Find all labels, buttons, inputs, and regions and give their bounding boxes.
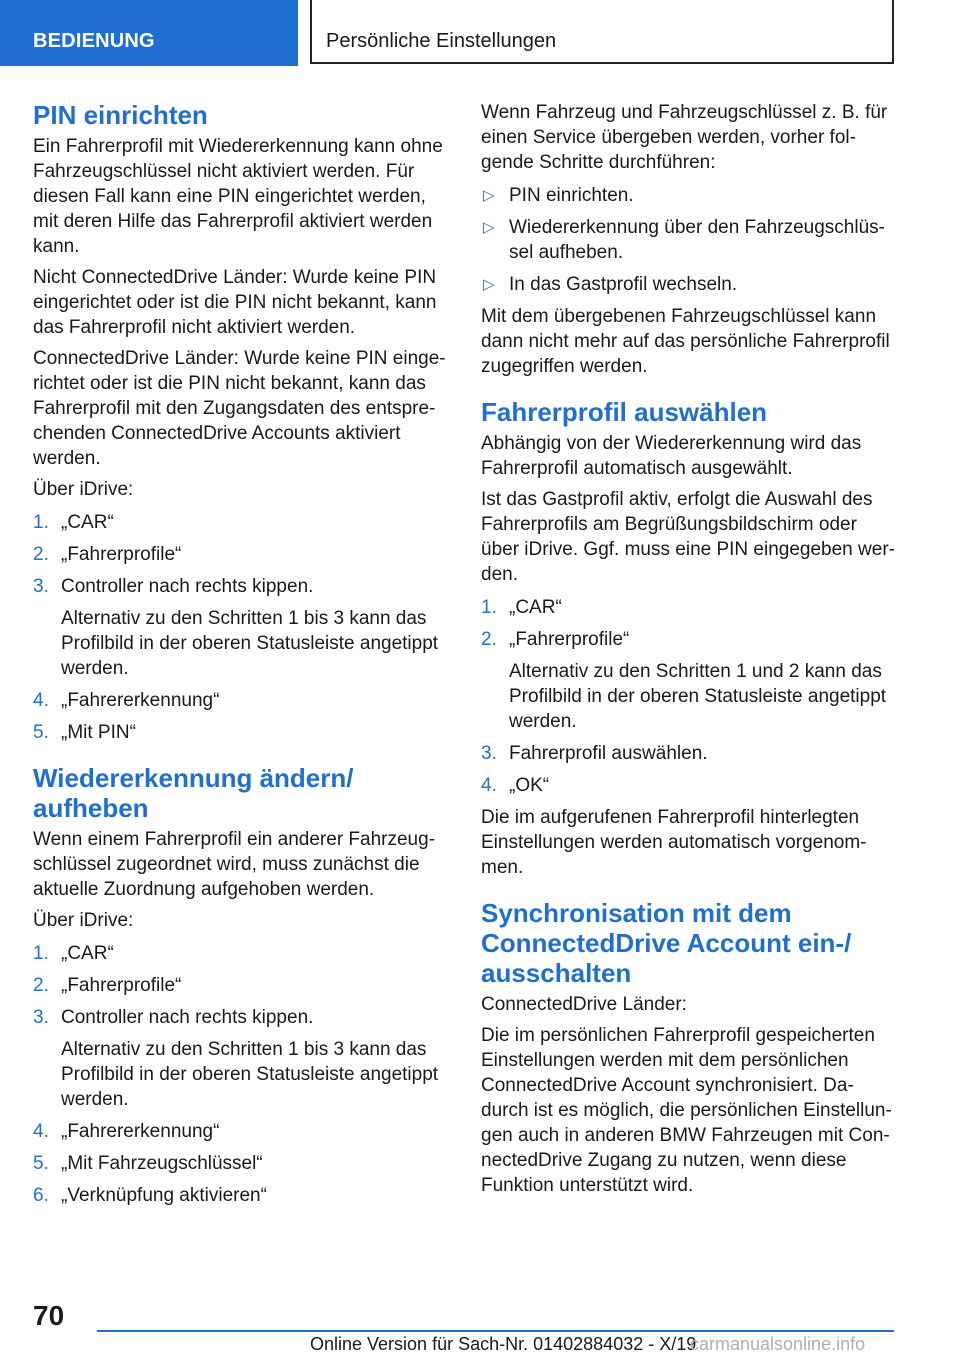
step-number: 1. bbox=[481, 597, 497, 618]
list-item bbox=[33, 1119, 451, 1144]
list-item bbox=[481, 741, 899, 766]
paragraph: Wenn einem Fahrerprofil ein anderer Fahrzeug-schlüssel zugeordnet wird, muss zunächst die aktuelle Zuordnung aufgehoben werden. bbox=[33, 829, 436, 900]
step-text: „CAR“ bbox=[61, 943, 114, 964]
page-header bbox=[0, 0, 960, 66]
bullet-text: PIN einrichten. bbox=[509, 185, 634, 206]
list-item bbox=[33, 510, 451, 535]
bullet-list bbox=[481, 183, 899, 297]
step-note: Alternativ zu den Schritten 1 bis 3 kann das Profilbild in der oberen Statusleiste angetippt werden. bbox=[61, 608, 439, 679]
list-item bbox=[481, 627, 899, 734]
step-number: 4. bbox=[481, 775, 497, 796]
paragraph: Die im aufgerufenen Fahrerprofil hinterlegten Einstellungen werden automatisch vorgenom-men. bbox=[481, 807, 867, 878]
paragraph: Über iDrive: bbox=[33, 910, 134, 931]
step-text: „Fahrerprofile“ bbox=[509, 629, 630, 650]
step-list-pin bbox=[33, 510, 451, 745]
paragraph: Mit dem übergebenen Fahrzeugschlüssel kann dann nicht mehr auf das persönliche Fahrerprofil zugegriffen werden. bbox=[481, 306, 890, 377]
triangle-bullet-icon: ▷ bbox=[483, 187, 495, 204]
step-text: „Verknüpfung aktivieren“ bbox=[61, 1185, 267, 1206]
step-text: „CAR“ bbox=[61, 512, 114, 533]
paragraph: Abhängig von der Wiedererkennung wird das Fahrerprofil automatisch ausgewählt. bbox=[481, 433, 862, 479]
heading-fahrerprofil-auswaehlen: Fahrerprofil auswählen bbox=[481, 397, 768, 427]
step-number: 4. bbox=[33, 690, 49, 711]
paragraph: Ist das Gastprofil aktiv, erfolgt die Auswahl des Fahrerprofils am Begrüßungsbildschirm oder über iDrive. Ggf. muss eine PIN eingegeben wer-den. bbox=[481, 489, 895, 585]
step-number: 3. bbox=[33, 1007, 49, 1028]
step-number: 6. bbox=[33, 1185, 49, 1206]
footer-divider bbox=[97, 1330, 894, 1332]
chapter-title: Persönliche Einstellungen bbox=[310, 0, 894, 64]
list-item bbox=[33, 973, 451, 998]
list-item bbox=[481, 272, 899, 297]
step-list-wiedererkennung bbox=[33, 941, 451, 1208]
heading-synchronisation: Synchronisation mit dem ConnectedDrive Account ein-/ ausschalten bbox=[481, 898, 852, 988]
list-item bbox=[33, 574, 451, 681]
step-text: „Fahrerprofile“ bbox=[61, 544, 182, 565]
list-item bbox=[481, 215, 899, 265]
bullet-text: Wiedererkennung über den Fahrzeugschlüs-sel aufheben. bbox=[509, 217, 885, 263]
step-number: 5. bbox=[33, 1153, 49, 1174]
paragraph: ConnectedDrive Länder: bbox=[481, 994, 687, 1015]
step-text: „Mit Fahrzeugschlüssel“ bbox=[61, 1153, 263, 1174]
list-item bbox=[33, 1183, 451, 1208]
paragraph: Nicht ConnectedDrive Länder: Wurde keine PIN eingerichtet oder ist die PIN nicht bekannt, kann das Fahrerprofil nicht aktiviert werden. bbox=[33, 267, 437, 338]
step-number: 4. bbox=[33, 1121, 49, 1142]
paragraph: ConnectedDrive Länder: Wurde keine PIN einge-richtet oder ist die PIN nicht bekannt, kann das Fahrerprofil mit den Zugangsdaten des entspre-chenden ConnectedDrive Accounts aktiviert werden. bbox=[33, 348, 446, 469]
paragraph: Wenn Fahrzeug und Fahrzeugschlüssel z. B. für einen Service übergeben werden, vorher fol-gende Schritte durchführen: bbox=[481, 102, 888, 173]
step-number: 1. bbox=[33, 512, 49, 533]
step-number: 1. bbox=[33, 943, 49, 964]
step-text: Controller nach rechts kippen. bbox=[61, 1007, 314, 1028]
step-text: „Fahrererkennung“ bbox=[61, 1121, 220, 1142]
list-item bbox=[33, 1151, 451, 1176]
step-list-auswahl bbox=[481, 595, 899, 798]
section-label: BEDIENUNG bbox=[0, 0, 298, 66]
step-number: 2. bbox=[33, 544, 49, 565]
list-item bbox=[33, 542, 451, 567]
step-text: „OK“ bbox=[509, 775, 550, 796]
paragraph: Über iDrive: bbox=[33, 479, 134, 500]
heading-wiedererkennung: Wiedererkennung ändern/ aufheben bbox=[33, 763, 354, 823]
step-text: Controller nach rechts kippen. bbox=[61, 576, 314, 597]
triangle-bullet-icon: ▷ bbox=[483, 219, 495, 236]
step-number: 2. bbox=[481, 629, 497, 650]
step-number: 3. bbox=[33, 576, 49, 597]
right-column bbox=[481, 100, 899, 1204]
list-item bbox=[33, 1005, 451, 1112]
step-note: Alternativ zu den Schritten 1 und 2 kann das Profilbild in der oberen Statusleiste angetippt werden. bbox=[509, 661, 887, 732]
list-item bbox=[481, 773, 899, 798]
triangle-bullet-icon: ▷ bbox=[483, 276, 495, 293]
list-item bbox=[481, 595, 899, 620]
left-column bbox=[33, 100, 451, 1215]
step-number: 2. bbox=[33, 975, 49, 996]
page-number: 70 bbox=[33, 1300, 65, 1331]
step-text: „Fahrerprofile“ bbox=[61, 975, 182, 996]
step-text: „Fahrererkennung“ bbox=[61, 690, 220, 711]
step-text: „Mit PIN“ bbox=[61, 722, 136, 743]
list-item bbox=[33, 941, 451, 966]
step-number: 3. bbox=[481, 743, 497, 764]
list-item bbox=[481, 183, 899, 208]
list-item bbox=[33, 688, 451, 713]
step-text: Fahrerprofil auswählen. bbox=[509, 743, 708, 764]
paragraph: Die im persönlichen Fahrerprofil gespeicherten Einstellungen werden mit dem persönlichen ConnectedDrive Account synchronisiert. Da-durch ist es möglich, die persönlichen Einstellun-gen auch in anderen BMW Fahrzeugen mit Con-nectedDrive Zugang zu nutzen, wenn diese Funktion unterstützt wird. bbox=[481, 1025, 892, 1196]
footer-online-version: Online Version für Sach-Nr. 01402884032 - X/19 bbox=[310, 1334, 697, 1354]
paragraph: Ein Fahrerprofil mit Wiedererkennung kann ohne Fahrzeugschlüssel nicht aktiviert werden. Für diesen Fall kann eine PIN eingerichtet werden, mit deren Hilfe das Fahrerprofil aktiviert werden kann. bbox=[33, 136, 443, 257]
list-item bbox=[33, 720, 451, 745]
heading-pin-einrichten: PIN einrichten bbox=[33, 100, 208, 130]
step-number: 5. bbox=[33, 722, 49, 743]
watermark: carmanualsonline.info bbox=[690, 1334, 866, 1354]
bullet-text: In das Gastprofil wechseln. bbox=[509, 274, 738, 295]
step-note: Alternativ zu den Schritten 1 bis 3 kann das Profilbild in der oberen Statusleiste angetippt werden. bbox=[61, 1039, 439, 1110]
step-text: „CAR“ bbox=[509, 597, 562, 618]
